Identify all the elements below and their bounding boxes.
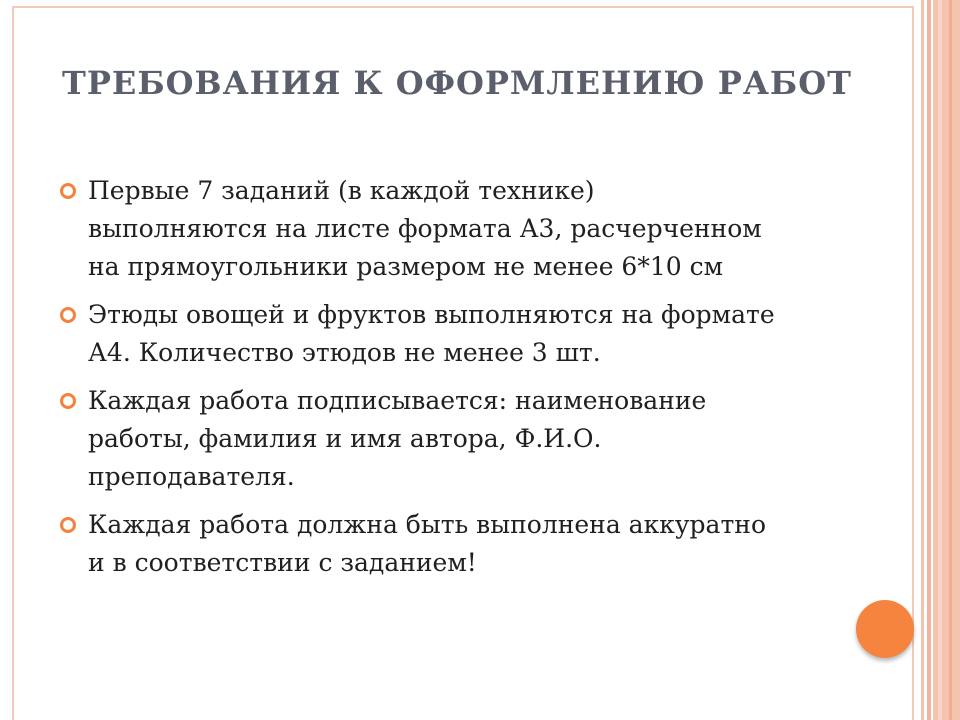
circle-bullet-icon — [60, 307, 76, 323]
bullet-text: Каждая работа должна быть выполнена аккуратно и в соответствии с заданием! — [88, 510, 766, 577]
bullet-list — [60, 172, 880, 592]
list-item — [60, 172, 880, 286]
circle-bullet-icon — [60, 183, 76, 199]
border-stripe — [927, 0, 931, 720]
bullet-text: Первые 7 заданий (в каждой технике) выполняются на листе формата А3, расчерченном на прямоугольники размером не менее 6*10 см — [88, 176, 762, 281]
border-stripe — [921, 0, 924, 720]
list-item — [60, 382, 880, 496]
list-item — [60, 506, 880, 582]
border-stripe — [938, 0, 942, 720]
circle-bullet-icon — [60, 393, 76, 409]
circle-bullet-icon — [60, 517, 76, 533]
border-stripe — [949, 0, 952, 720]
slide-title: ТРЕБОВАНИЯ К ОФОРМЛЕНИЮ РАБОТ — [62, 64, 852, 102]
list-item — [60, 296, 880, 372]
bullet-text: Этюды овощей и фруктов выполняются на формате А4. Количество этюдов не менее 3 шт. — [88, 300, 775, 367]
bullet-text: Каждая работа подписывается: наименование работы, фамилия и имя автора, Ф.И.О. преподавателя. — [88, 386, 707, 491]
decorative-circle-icon — [856, 600, 914, 658]
